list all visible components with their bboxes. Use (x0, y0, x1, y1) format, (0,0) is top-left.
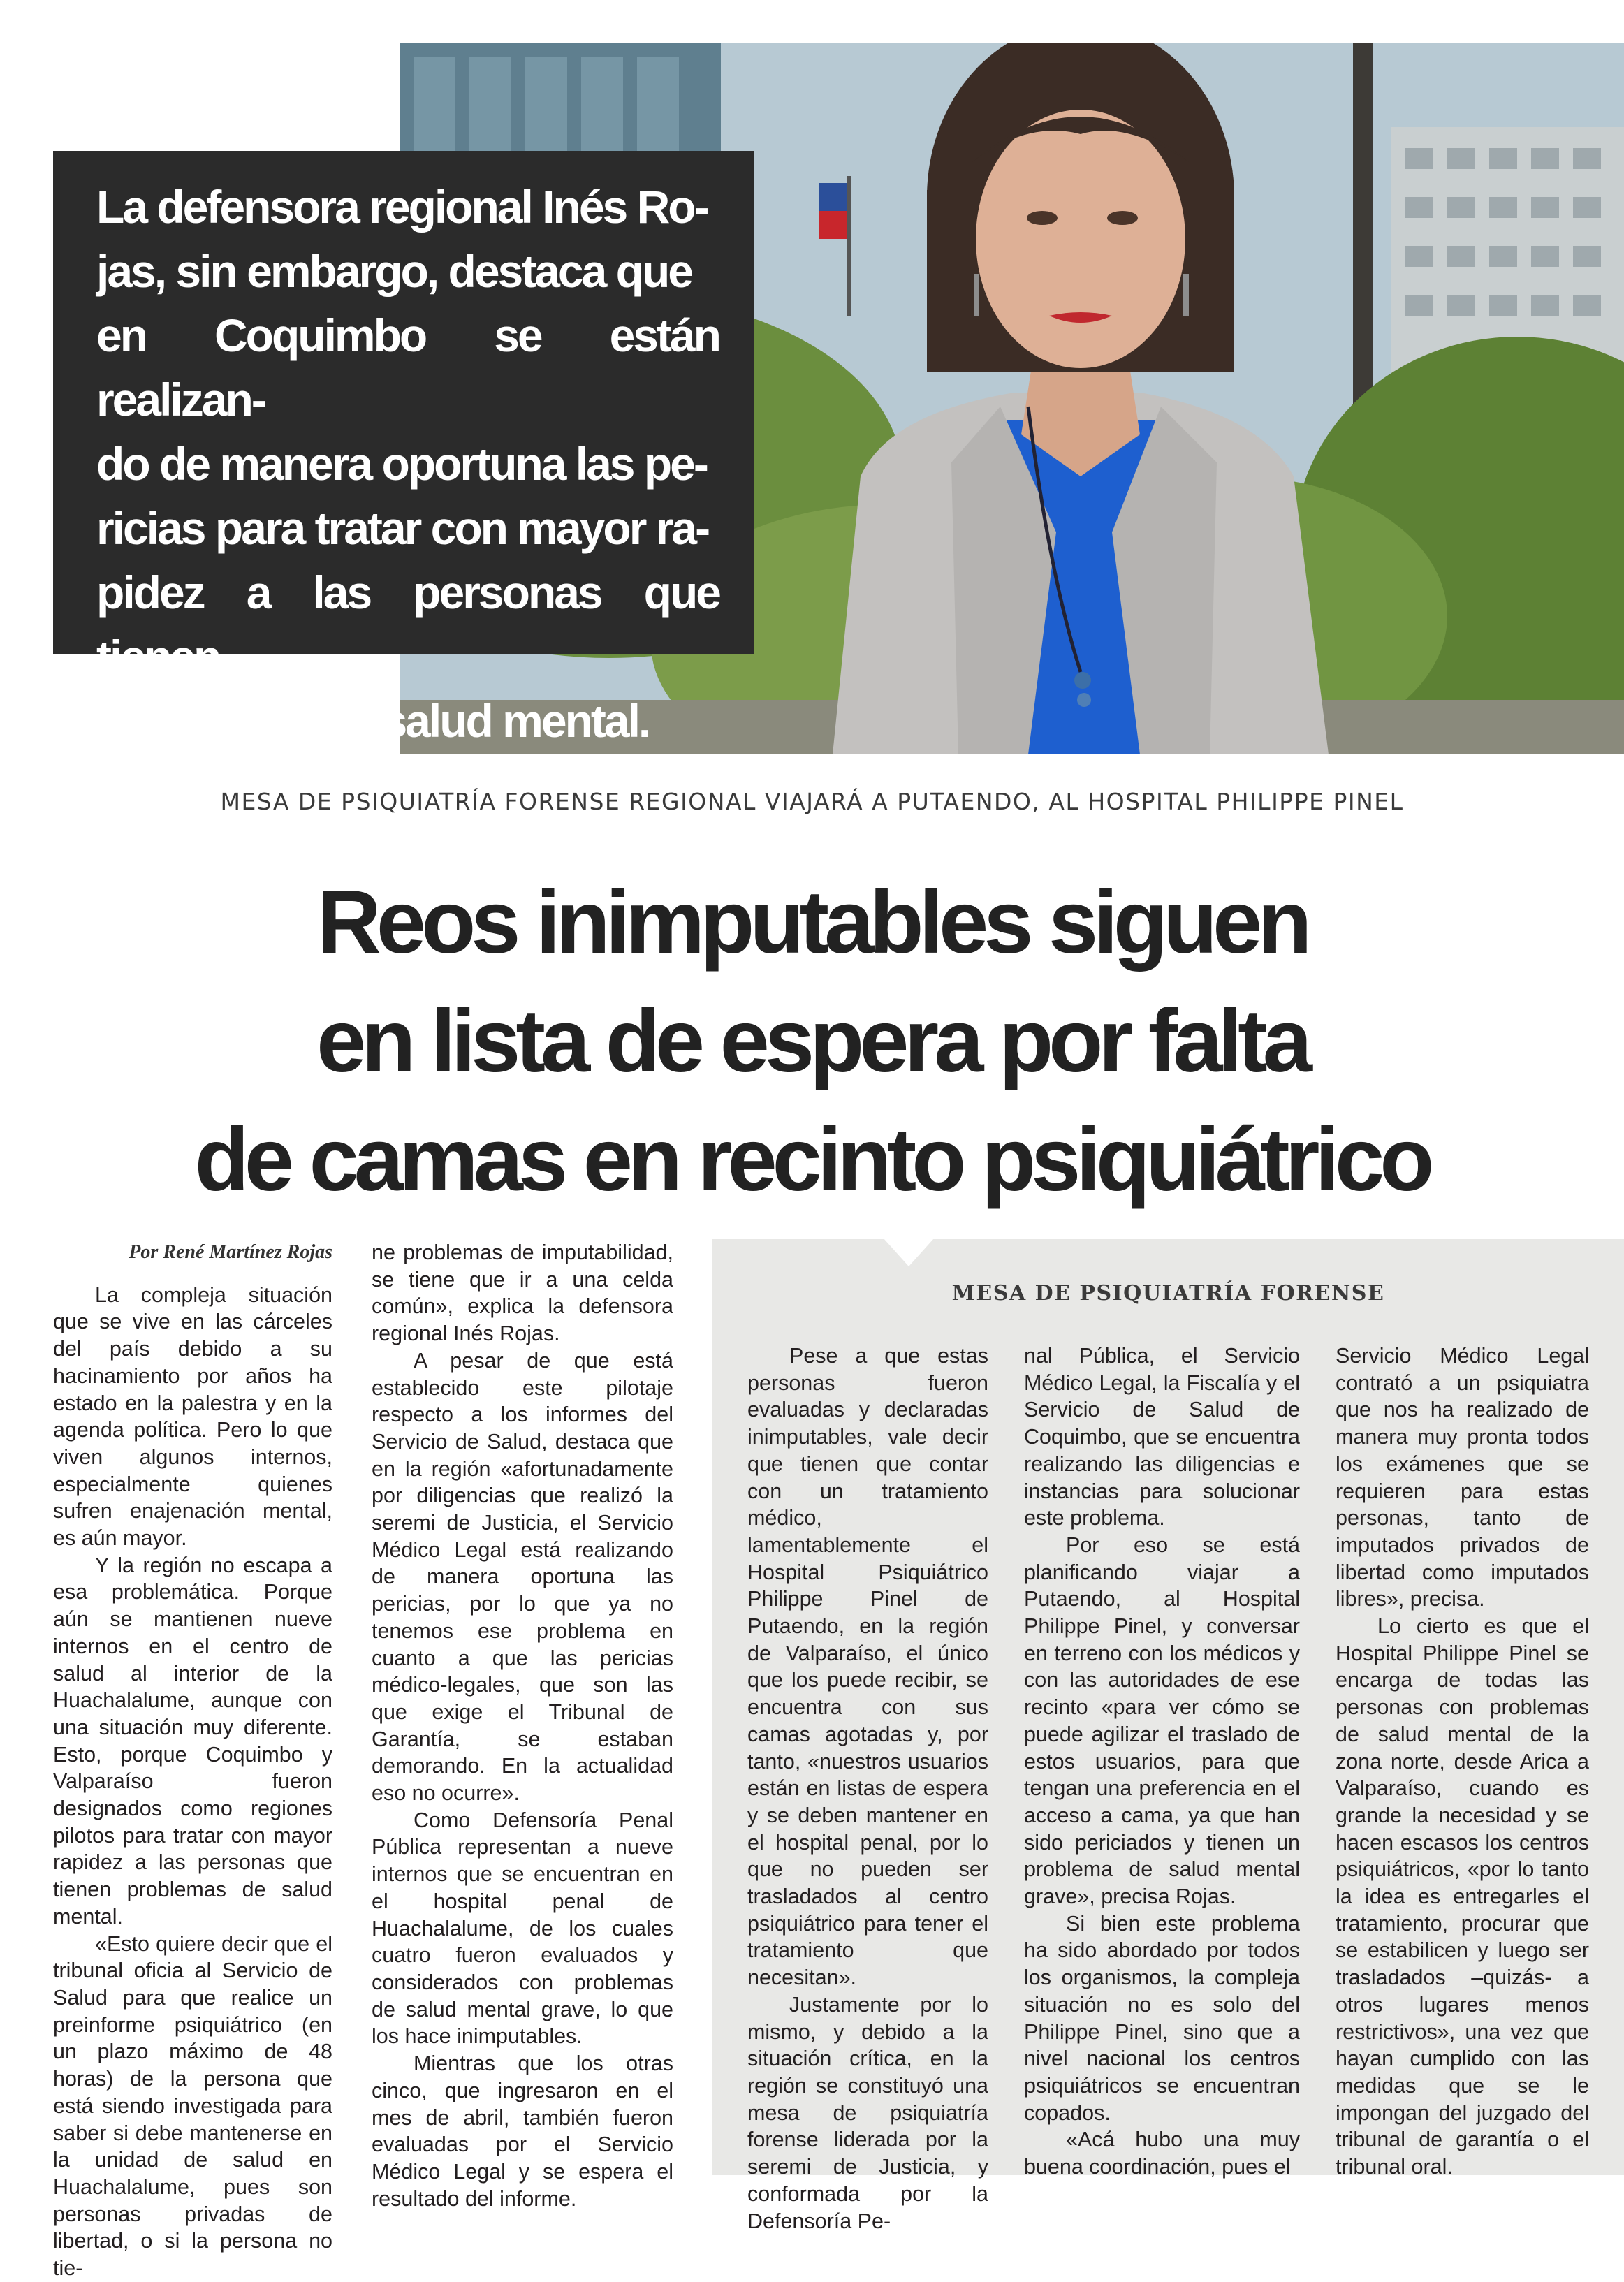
pull-quote-text (96, 175, 719, 753)
pull-quote-box (53, 151, 754, 747)
sidebar-notch (884, 1238, 934, 1266)
quote-line: jas, sin embargo, destaca que (96, 245, 692, 297)
sidebar-column-1 (747, 1343, 988, 2235)
headline (0, 863, 1624, 1220)
quote-line: ricias para tratar con mayor ra- (96, 502, 709, 554)
paragraph-continued: Servicio Médico Legal contrató a un psiquiatra que nos ha realizado de manera muy pronta todos los exámenes que se requieren para estas personas, tanto de imputados privados de libertad como imputados libres», precisa. (1336, 1344, 1589, 1611)
paragraph: A pesar de que está establecido este pilotaje respecto a los informes del Servicio de Salud, destaca que en la región «afortunadamente por diligencias que realizó la seremi de Justicia, el Servicio Médico Legal está realizando de manera oportuna las pericias, por lo que ya no tenemos ese problema en cuanto a que las pericias médico-legales, que son las que exige el Tribunal de Garantía, se estaban demorando. En la actualidad eso no ocurre». (372, 1348, 673, 1806)
sidebar-column-3 (1336, 1343, 1589, 2181)
quote-line: en Coquimbo se están realizan- (96, 309, 719, 425)
paragraph: Como Defensoría Penal Pública representan a nueve internos que se encuentran en el hospital penal de Huachalalume, de los cuales cuatro fueron evaluados y considerados con problemas de salud mental grave, lo que los hace inimputables. (372, 1808, 673, 2049)
quote-line: do de manera oportuna las pe- (96, 438, 707, 490)
paragraph: «Acá hubo una muy buena coordinación, pues el (1024, 2128, 1300, 2179)
paragraph-continued: nal Pública, el Servicio Médico Legal, la Fiscalía y el Servicio de Salud de Coquimbo, que se encuentra realizando las diligencias e instancias para solucionar este problema. (1024, 1344, 1300, 1530)
quote-line: problemas de salud mental. (96, 695, 650, 747)
paragraph: Lo cierto es que el Hospital Philippe Pinel se encarga de todas las personas con problemas de salud mental de la zona norte, desde Arica a Valparaíso, cuando es grande la necesidad y se hacen escasos los centros psiquiátricos, «por lo tanto la idea es entregarles el tratamiento, procurar que se estabilicen y luego ser trasladados –quizás- a otros lugares menos restrictivos», una vez que hayan cumplido con las medidas que se le impongan del juzgado del tribunal de garantía o el tribunal oral. (1336, 1614, 1589, 2179)
headline-line: Reos inimputables siguen (316, 872, 1308, 972)
article-column-1 (53, 1239, 332, 2282)
sidebar-title: MESA DE PSIQUIATRÍA FORENSE (951, 1281, 1385, 1305)
headline-line: de camas en recinto psiquiátrico (194, 1110, 1430, 1210)
paragraph: Mientras que los otras cinco, que ingresaron en el mes de abril, también fueron evaluadas por el Servicio Médico Legal y se espera el resultado del informe. (372, 2051, 673, 2211)
paragraph: «Esto quiere decir que el tribunal oficia al Servicio de Salud para que realice un preinforme psiquiátrico (en un plazo máximo de 48 horas) de la persona que está siendo investigada para saber si debe mantenerse en la unidad de salud en Huachalalume, pues son personas privadas de libertad, o si la persona no tie- (53, 1931, 332, 2281)
paragraph: Y la región no escapa a esa problemática. Porque aún se mantienen nueve internos en el centro de salud al interior de la Huachalalume, aunque con una situación muy diferente. Esto, porque Coquimbo y Valparaíso fueron designados como regiones pilotos para tratar con mayor rapidez a las personas que tienen problemas de salud mental. (53, 1553, 332, 1929)
quote-line: pidez a las personas que tienen (96, 566, 719, 682)
paragraph: Si bien este problema ha sido abordado por todos los organismos, la compleja situación no es solo del Philippe Pinel, sino que a nivel nacional los centros psiquiátricos se encuentran copados. (1024, 1911, 1300, 2125)
byline: Por René Martínez Rojas (129, 1241, 332, 1263)
paragraph-continued: ne problemas de imputabilidad, se tiene que ir a una celda común», explica la defensora regional Inés Rojas. (372, 1241, 673, 1346)
paragraph: Por eso se está planificando viajar a Putaendo, al Hospital Philippe Pinel, y conversar en terreno con los médicos y con las autoridades de ese recinto «para ver cómo se puede agilizar el traslado de estos usuarios, para que tengan una preferencia en el acceso a cama, ya que han sido periciados y tienen un problema de salud mental grave», precisa Rojas. (1024, 1533, 1300, 1909)
sidebar-column-2 (1024, 1343, 1300, 2181)
article-column-2 (372, 1239, 673, 2212)
paragraph: Justamente por lo mismo, y debido a la situación crítica, en la región se constituyó una mesa de psiquiatría forense liderada por la seremi de Justicia, y conformada por la Defensoría Pe- (747, 1992, 988, 2233)
kicker-subheading: MESA DE PSIQUIATRÍA FORENSE REGIONAL VIAJARÁ A PUTAENDO, AL HOSPITAL PHILIPPE PINEL (220, 788, 1404, 815)
headline-line: en lista de espera por falta (316, 991, 1308, 1091)
paragraph: La compleja situación que se vive en las cárceles del país debido a su hacinamiento por años ha estado en la palestra y en la agenda política. Pero lo que viven algunos internos, especialmente quienes sufren enajenación mental, es aún mayor. (53, 1282, 332, 1551)
paragraph: Pese a que estas personas fueron evaluadas y declaradas inimputables, vale decir que tienen que contar con un tratamiento médico, lamentablemente el Hospital Psiquiátrico Philippe Pinel de Putaendo, en la región de Valparaíso, el único que los puede recibir, se encuentra con sus camas agotadas y, por tanto, «nuestros usuarios están en listas de espera y se deben mantener en el hospital penal, por lo que no pueden ser trasladados al centro psiquiátrico para tener el tratamiento que necesitan». (747, 1344, 988, 1990)
quote-line: La defensora regional Inés Ro- (96, 181, 708, 233)
